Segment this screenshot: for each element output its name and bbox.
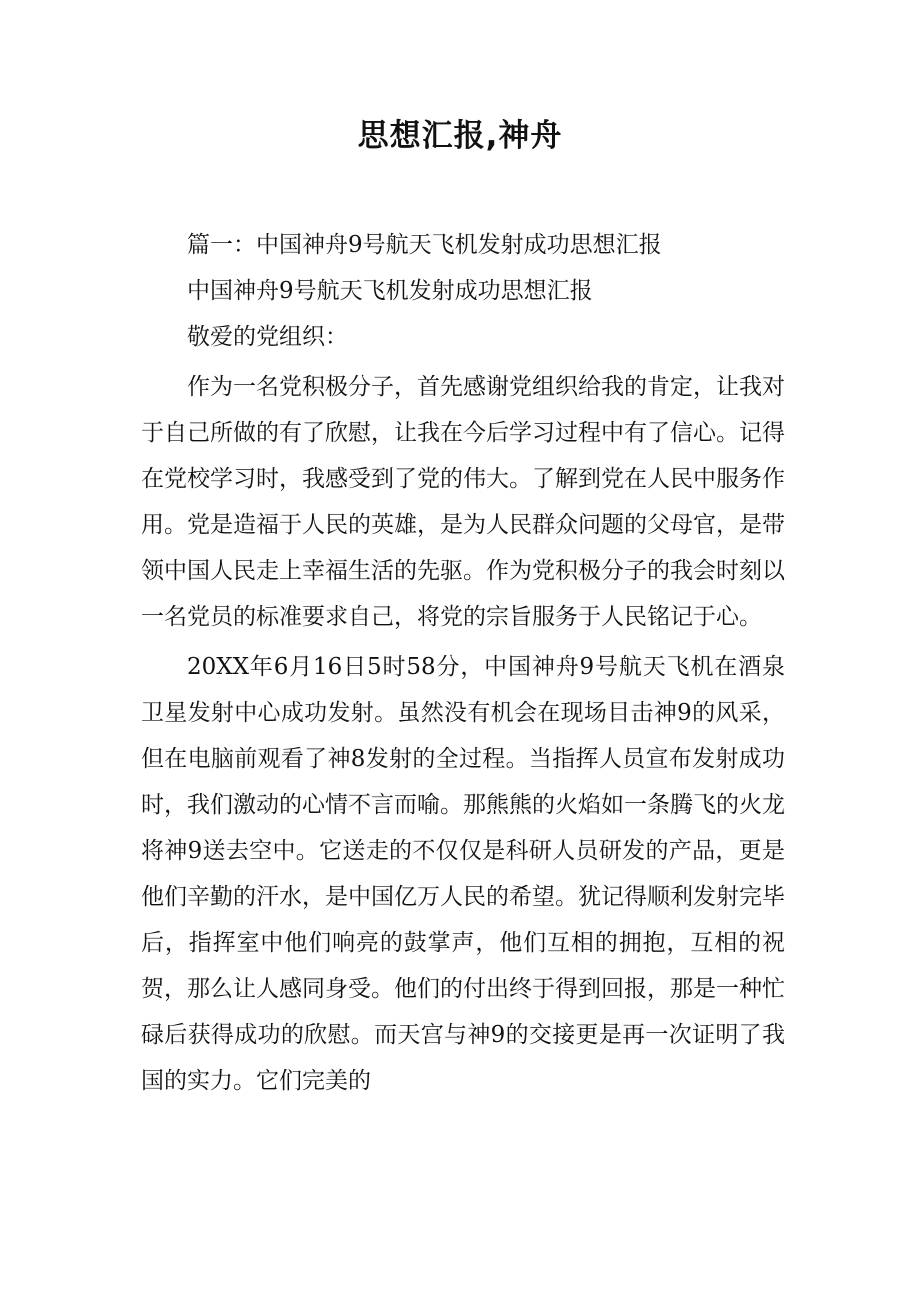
section-heading: 篇一：中国神舟9号航天飞机发射成功思想汇报 xyxy=(187,232,662,258)
report-title: 中国神舟9号航天飞机发射成功思想汇报 xyxy=(187,278,593,304)
salutation: 敬爱的党组织： xyxy=(187,324,348,350)
document-body xyxy=(141,222,785,1104)
document-title: 思想汇报,神舟 xyxy=(357,118,563,154)
body-paragraph: 作为一名党积极分子，首先感谢党组织给我的肯定，让我对于自己所做的有了欣慰，让我在今后学习过程中有了信心。记得在党校学习时，我感受到了党的伟大。了解到党在人民中服务作用。党是造福于人民的英雄，是为人民群众问题的父母官，是带领中国人民走上幸福生活的先驱。作为党积极分子的我会时刻以一名党员的标准要求自己，将党的宗旨服务于人民铭记于心。 xyxy=(141,374,785,630)
body-paragraph: 20XX年6月16日5时58分，中国神舟9号航天飞机在酒泉卫星发射中心成功发射。虽然没有机会在现场目击神9的风采，但在电脑前观看了神8发射的全过程。当指挥人员宣布发射成功时，我们激动的心情不言而喻。那熊熊的火焰如一条腾飞的火龙将神9送去空中。它送走的不仅仅是科研人员研发的产品，更是他们辛勤的汗水，是中国亿万人民的希望。犹记得顺利发射完毕后，指挥室中他们响亮的鼓掌声，他们互相的拥抱，互相的祝贺，那么让人感同身受。他们的付出终于得到回报，那是一种忙碌后获得成功的欣慰。而天宫与神9的交接更是再一次证明了我国的实力。它们完美的 xyxy=(141,654,785,1094)
